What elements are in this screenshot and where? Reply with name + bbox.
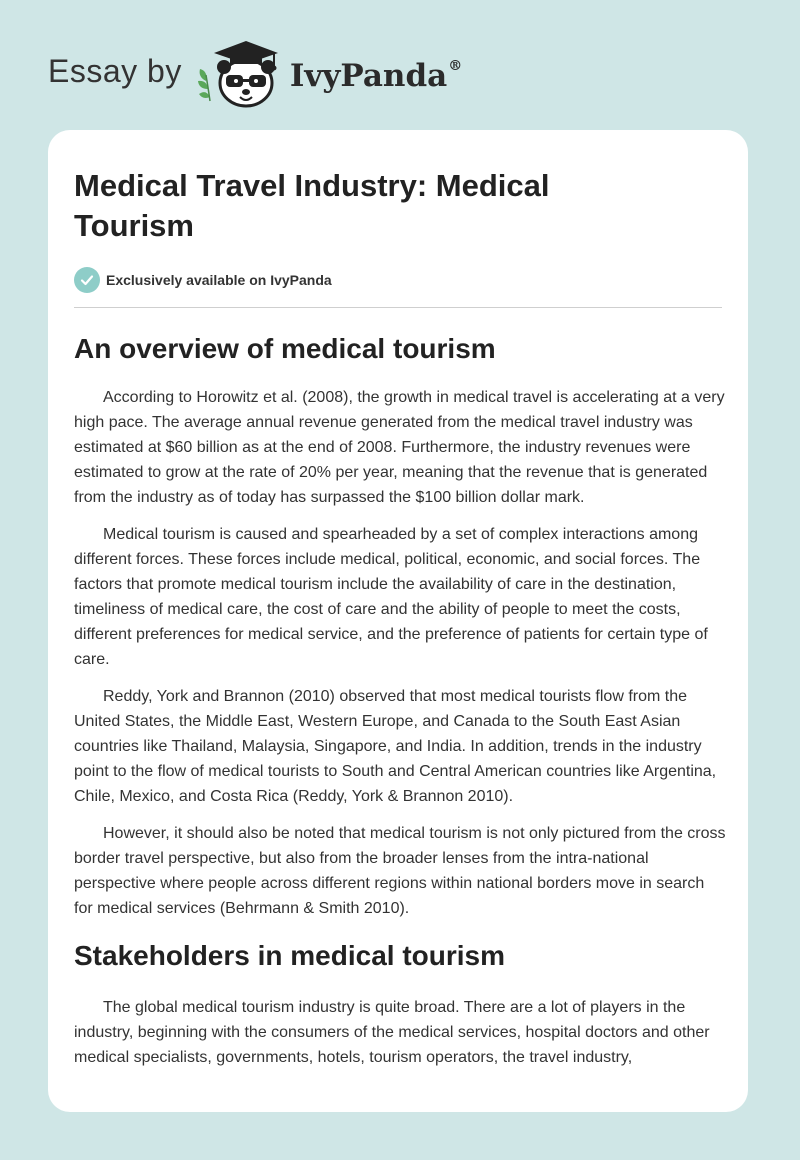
section-heading: Stakeholders in medical tourism — [74, 940, 506, 971]
section-overview — [74, 332, 726, 921]
brand-name — [290, 58, 462, 94]
brand-name-text: IvyPanda — [289, 58, 448, 94]
paragraph: Reddy, York and Brannon (2010) observed that most medical tourists flow from the United States, the Middle East, Western Europe, and Canada to the South East Asian countries like Thailand, Malaysia, Singapore, and India. In addition, trends in the industry point to the flow of medical tourists to South and Central American countries like Argentina, Chile, Mexico, and Costa Rica (Reddy, York & Brannon 2010). — [74, 688, 717, 805]
registered-mark: ® — [448, 58, 463, 74]
brand-logo[interactable] — [48, 34, 462, 114]
exclusive-badge — [74, 266, 722, 294]
essay-card — [48, 130, 748, 1112]
brand-prefix: Essay by — [48, 52, 182, 89]
check-circle-icon — [74, 267, 100, 293]
panda-mascot-icon — [196, 37, 286, 111]
paragraph: However, it should also be noted that medical tourism is not only pictured from the cross border travel perspective, but also from the broader lenses from the intra-national perspective where people across different regions within national borders move in search for medical services (Behrmann & Smith 2010). — [74, 825, 726, 917]
section-stakeholders — [74, 939, 722, 1070]
paragraph: Medical tourism is caused and spearheaded by a set of complex interactions among different forces. These forces include medical, political, economic, and social forces. The factors that promote medical tourism include the availability of care in the destination, timeliness of medical care, the cost of care and the ability of people to meet the costs, different preferences for medical service, and the preference of patients for certain type of care. — [74, 526, 708, 668]
exclusive-label: Exclusively available on IvyPanda — [106, 272, 332, 288]
title-divider — [74, 307, 722, 308]
section-heading: An overview of medical tourism — [74, 333, 496, 364]
paragraph: According to Horowitz et al. (2008), the growth in medical travel is accelerating at a very high pace. The average annual revenue generated from the medical travel industry was estimated at $60 billion as at the end of 2008. Furthermore, the industry revenues were estimated to grow at the rate of 20% per year, meaning that the revenue that is generated from the industry as of today has surpassed the $100 billion dollar mark. — [74, 389, 725, 506]
paragraph: The global medical tourism industry is quite broad. There are a lot of players in the industry, beginning with the consumers of the medical services, hospital doctors and other medical specialists, governments, hotels, tourism operators, the travel industry, — [74, 999, 710, 1066]
checkmark-icon — [80, 273, 94, 287]
essay-title: Medical Travel Industry: Medical Tourism — [74, 168, 550, 243]
